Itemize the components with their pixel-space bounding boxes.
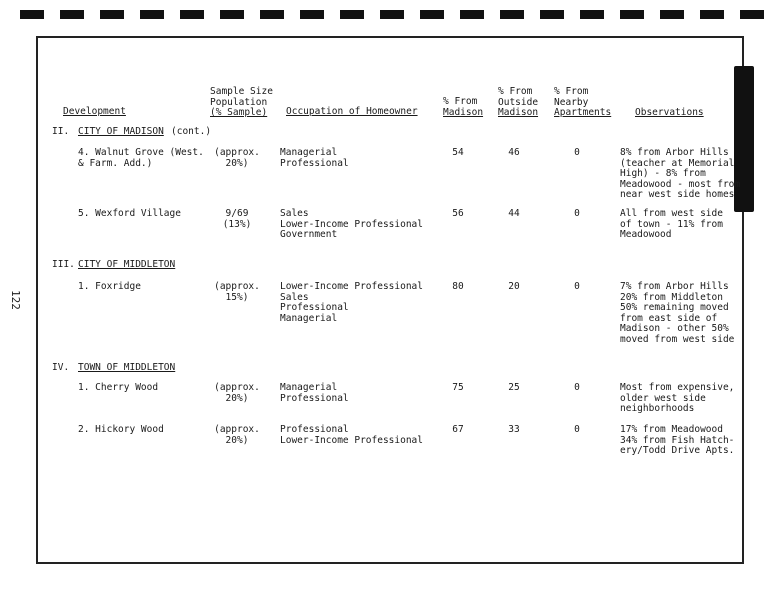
pct-outside-madison: 33 <box>508 424 520 435</box>
punch-mark <box>60 10 84 19</box>
occupation-line: Sales <box>280 208 309 219</box>
header-nearby-apartments-line: % From <box>554 86 589 97</box>
pct-from-madison: 80 <box>452 281 464 292</box>
section-numeral: IV. <box>52 362 70 373</box>
header-sample-size-line: Sample Size <box>210 86 273 97</box>
occupation-line: Managerial <box>280 312 338 324</box>
header-nearby-apartments-line: Nearby <box>554 96 589 108</box>
occupation <box>280 209 423 241</box>
development-name-line: & Farm. Add.) <box>78 157 153 169</box>
header-sample-size-line: (% Sample) <box>210 107 268 118</box>
sample-size-line: (approx. <box>214 147 260 158</box>
observations-line: moved from west side <box>620 333 735 345</box>
sample-size-line: 15%) <box>225 291 249 303</box>
occupation <box>280 282 423 324</box>
occupation-line: Managerial <box>280 147 338 158</box>
punch-mark <box>620 10 644 19</box>
observations <box>620 282 734 345</box>
occupation-line: Lower-Income Professional <box>280 281 423 292</box>
observations-line: Most from expensive, <box>620 382 735 393</box>
development-name-line: 4. Walnut Grove (West. <box>78 147 204 158</box>
punch-mark <box>500 10 524 19</box>
sample-size <box>210 425 264 446</box>
development-name <box>78 148 204 169</box>
section-numeral: III. <box>52 259 75 270</box>
occupation-line: Professional <box>280 424 349 435</box>
occupation-line: Lower-Income Professional <box>280 434 423 446</box>
pct-nearby-apartments: 0 <box>574 424 580 435</box>
pct-from-madison: 67 <box>452 424 464 435</box>
header-outside-madison <box>498 87 538 119</box>
observations-line: older west side <box>620 392 706 404</box>
header-sample-size-line: Population <box>210 96 268 108</box>
header-from-madison-line: Madison <box>443 106 484 118</box>
sample-size-line: 9/69 <box>225 208 249 219</box>
observations <box>620 148 740 201</box>
section-title: CITY OF MIDDLETON <box>78 259 176 270</box>
occupation-line: Professional <box>280 302 349 313</box>
punch-mark <box>220 10 244 19</box>
occupation <box>280 148 349 169</box>
punch-mark <box>380 10 404 19</box>
occupation-line: Lower-Income Professional <box>280 218 423 230</box>
punch-mark <box>660 10 684 19</box>
pct-outside-madison: 46 <box>508 147 520 158</box>
section-title: CITY OF MADISON <box>78 126 164 137</box>
header-outside-madison-line: Outside <box>498 96 539 108</box>
observations-line: Meadowood <box>620 229 672 240</box>
observations-line: of town - 11% from <box>620 218 723 230</box>
development-name-line: 1. Foxridge <box>78 281 141 292</box>
punch-mark <box>740 10 764 19</box>
sample-size <box>210 209 264 230</box>
punch-mark <box>700 10 724 19</box>
observations-line: High) - 8% from <box>620 168 706 179</box>
punch-mark <box>140 10 164 19</box>
pct-from-madison: 56 <box>452 208 464 219</box>
occupation-line: Professional <box>280 392 349 404</box>
observations-line: All from west side <box>620 208 723 219</box>
punch-mark-strip <box>0 6 777 20</box>
punch-mark <box>300 10 324 19</box>
observations-line: Madison - other 50% <box>620 323 729 334</box>
sample-size <box>210 282 264 303</box>
punch-mark <box>260 10 284 19</box>
development-name <box>78 209 181 220</box>
observations <box>620 209 723 241</box>
pct-nearby-apartments: 0 <box>574 281 580 292</box>
header-occupation: Occupation of Homeowner <box>286 106 418 117</box>
pct-outside-madison: 44 <box>508 208 520 219</box>
occupation <box>280 383 349 404</box>
punch-mark <box>180 10 204 19</box>
pct-nearby-apartments: 0 <box>574 208 580 219</box>
observations-line: 7% from Arbor Hills <box>620 281 729 292</box>
header-nearby-apartments-line: Apartments <box>554 107 612 118</box>
section-numeral: II. <box>52 126 70 137</box>
observations-line: (teacher at Memorial <box>620 157 735 169</box>
occupation <box>280 425 423 446</box>
header-from-madison-line: % From <box>443 96 478 107</box>
sample-size-line: (approx. <box>214 281 260 292</box>
sample-size-line: (approx. <box>214 382 260 393</box>
pct-nearby-apartments: 0 <box>574 147 580 158</box>
pct-outside-madison: 25 <box>508 382 520 393</box>
header-outside-madison-line: Madison <box>498 107 539 118</box>
observations-line: Meadowood - most from <box>620 178 741 190</box>
header-outside-madison-line: % From <box>498 86 533 97</box>
punch-mark <box>540 10 564 19</box>
development-name-line: 2. Hickory Wood <box>78 424 164 435</box>
sample-size-line: (13%) <box>222 218 252 230</box>
sample-size <box>210 148 264 169</box>
observations-line: 8% from Arbor Hills <box>620 147 729 158</box>
occupation-line: Managerial <box>280 382 338 393</box>
observations-line: 17% from Meadowood <box>620 424 723 435</box>
observations <box>620 425 734 457</box>
occupation-line: Government <box>280 229 338 240</box>
pct-nearby-apartments: 0 <box>574 382 580 393</box>
observations-line: from east side of <box>620 312 718 324</box>
header-sample-size <box>210 87 273 119</box>
pct-from-madison: 75 <box>452 382 464 393</box>
punch-mark <box>20 10 44 19</box>
section-title: TOWN OF MIDDLETON <box>78 362 176 373</box>
pct-from-madison: 54 <box>452 147 464 158</box>
punch-mark <box>580 10 604 19</box>
page-number: 122 <box>9 290 22 310</box>
header-nearby-apartments <box>554 87 611 119</box>
punch-mark <box>420 10 444 19</box>
punch-mark <box>100 10 124 19</box>
occupation-line: Professional <box>280 157 349 169</box>
sample-size <box>210 383 264 404</box>
observations <box>620 383 734 415</box>
observations-line: 34% from Fish Hatch- <box>620 434 735 446</box>
sample-size-line: (approx. <box>214 424 260 435</box>
sample-size-line: 20%) <box>225 157 249 169</box>
observations-line: neighborhoods <box>620 403 695 414</box>
sample-size-line: 20%) <box>225 434 249 446</box>
development-name-line: 1. Cherry Wood <box>78 382 159 393</box>
development-name-line: 5. Wexford Village <box>78 208 181 219</box>
header-from-madison <box>443 97 483 118</box>
sample-size-line: 20%) <box>225 392 249 404</box>
development-name <box>78 425 164 436</box>
occupation-line: Sales <box>280 291 309 303</box>
header-observations: Observations <box>635 107 704 118</box>
punch-mark <box>340 10 364 19</box>
punch-mark <box>460 10 484 19</box>
observations-line: ery/Todd Drive Apts. <box>620 445 735 456</box>
observations-line: 50% remaining moved <box>620 302 729 313</box>
observations-line: near west side homes <box>620 189 735 200</box>
pct-outside-madison: 20 <box>508 281 520 292</box>
observations-line: 20% from Middleton <box>620 291 723 303</box>
development-name <box>78 383 158 394</box>
section-suffix: (cont.) <box>171 126 212 137</box>
development-name <box>78 282 141 293</box>
header-development: Development <box>63 106 126 117</box>
